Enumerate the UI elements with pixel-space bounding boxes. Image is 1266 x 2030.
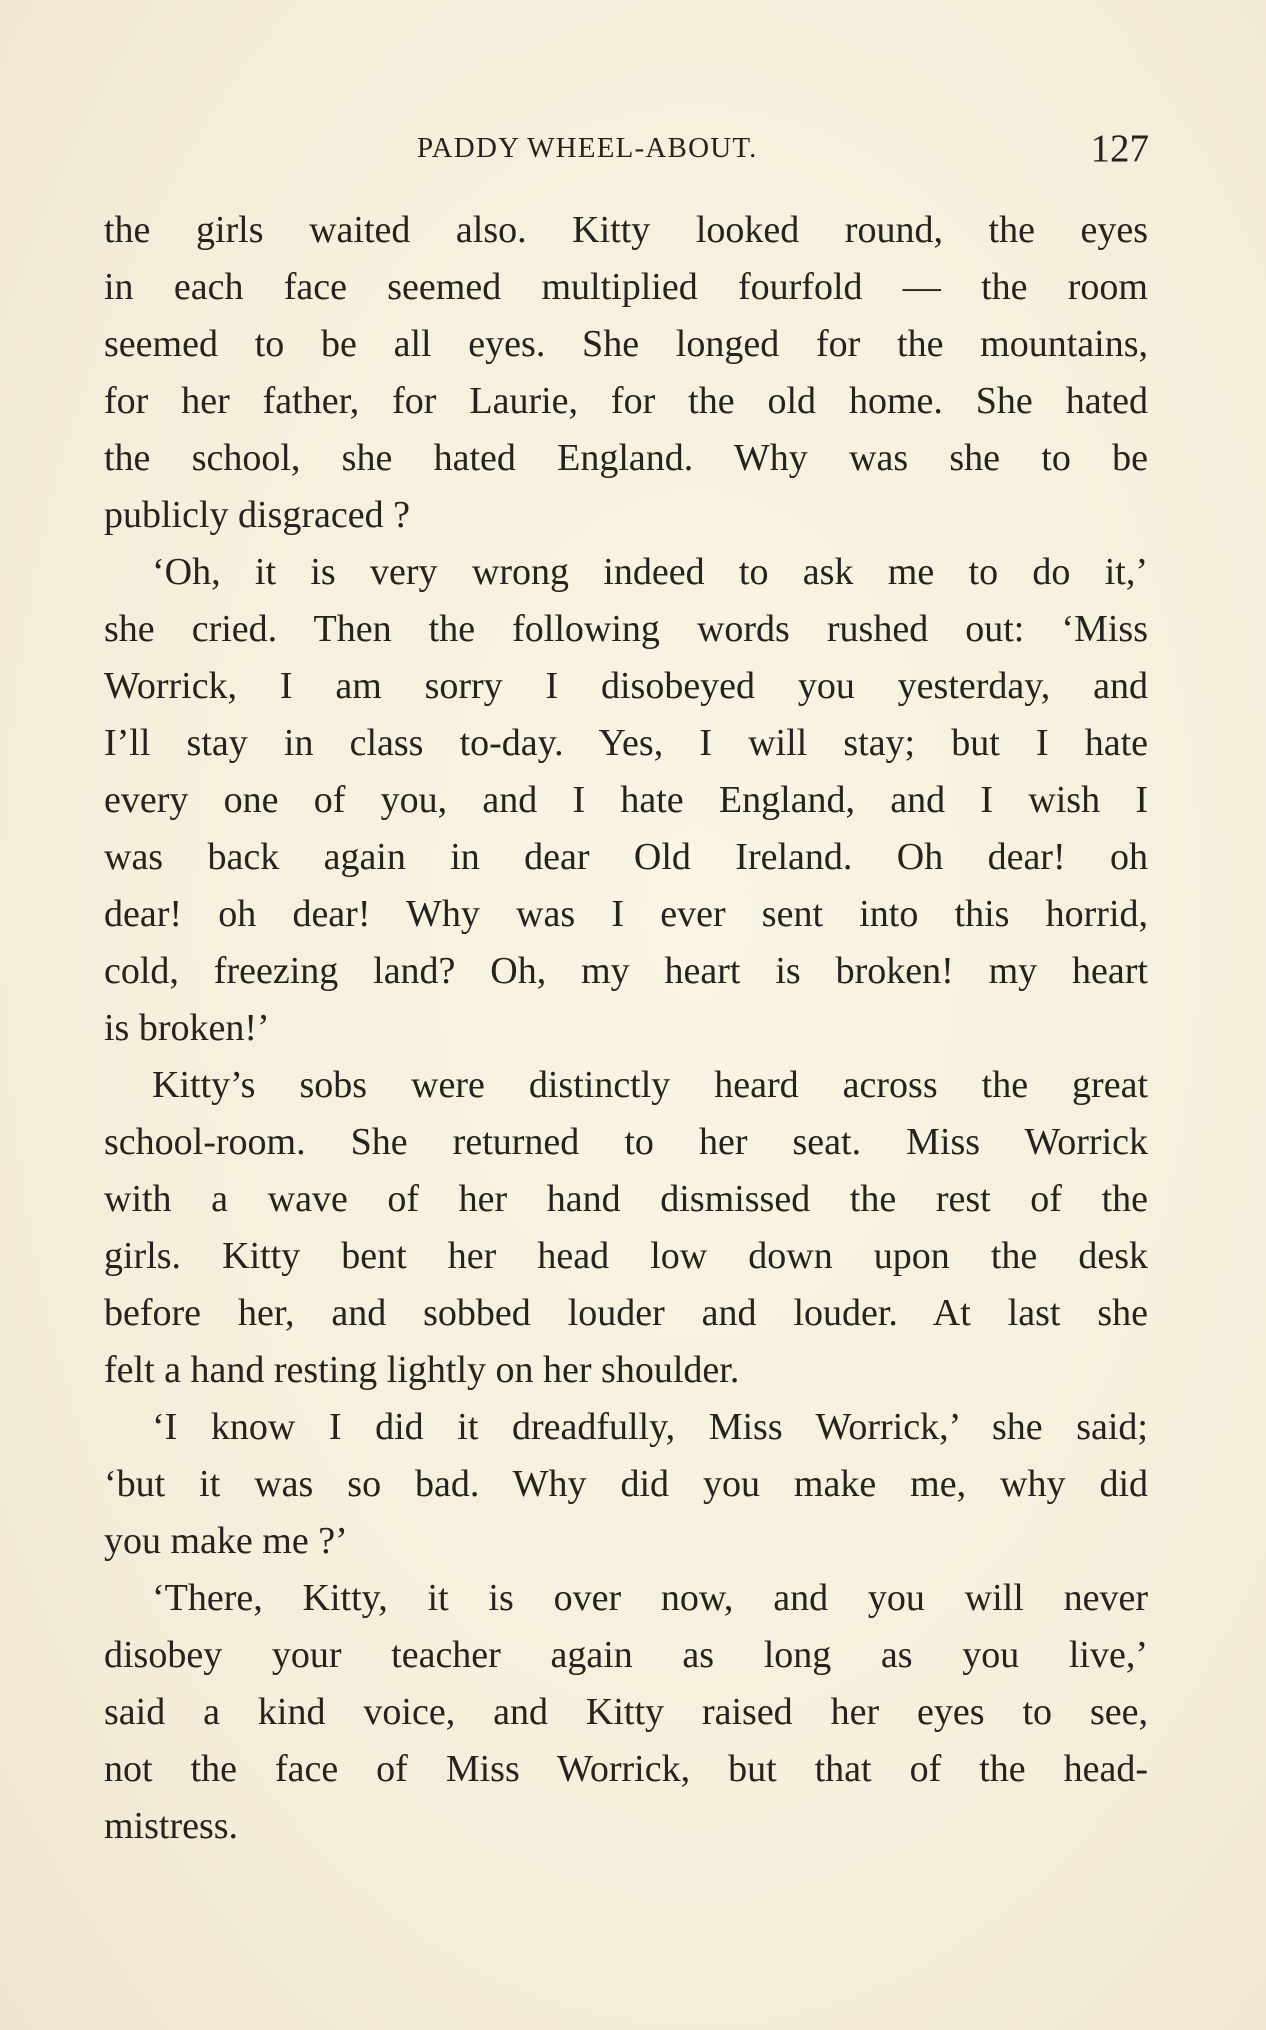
text-line: with a wave of her hand dismissed the rest of the [104,1178,1148,1220]
text-line: every one of you, and I hate England, and I wish I [104,779,1148,821]
text-line: she cried. Then the following words rushed out: ‘Miss [104,608,1148,650]
text-line: cold, freezing land? Oh, my heart is broken! my heart [104,950,1148,992]
text-line: Worrick, I am sorry I disobeyed you yesterday, and [104,665,1148,707]
text-line: publicly disgraced ? [104,494,411,536]
text-line: ‘I know I did it dreadfully, Miss Worrick,’ she said; [152,1406,1148,1448]
text-line: in each face seemed multiplied fourfold — the room [104,266,1148,308]
text-line: seemed to be all eyes. She longed for the mountains, [104,323,1148,365]
page-number: 127 [1090,127,1149,170]
text-line: ‘but it was so bad. Why did you make me, why did [104,1463,1148,1505]
text-line: ‘There, Kitty, it is over now, and you will never [152,1577,1148,1619]
running-title: PADDY WHEEL-ABOUT. [417,132,758,164]
text-line: not the face of Miss Worrick, but that of the head- [104,1748,1148,1790]
body-text [104,202,1148,1855]
text-line: I’ll stay in class to-day. Yes, I will stay; but I hate [104,722,1148,764]
text-line: Kitty’s sobs were distinctly heard across the great [152,1064,1148,1106]
text-line: is broken!’ [104,1007,270,1049]
running-head [0,128,1266,176]
text-line: mistress. [104,1805,239,1847]
text-line: before her, and sobbed louder and louder. At last she [104,1292,1148,1334]
text-line: the girls waited also. Kitty looked round, the eyes [104,209,1148,251]
text-line: said a kind voice, and Kitty raised her eyes to see, [104,1691,1148,1733]
text-line: school-room. She returned to her seat. Miss Worrick [104,1121,1148,1163]
text-line: girls. Kitty bent her head low down upon the desk [104,1235,1148,1277]
text-line: ‘Oh, it is very wrong indeed to ask me to do it,’ [152,551,1148,593]
text-line: dear! oh dear! Why was I ever sent into this horrid, [104,893,1148,935]
text-line: was back again in dear Old Ireland. Oh dear! oh [104,836,1148,878]
text-line: for her father, for Laurie, for the old home. She hated [104,380,1148,422]
text-line: the school, she hated England. Why was she to be [104,437,1148,479]
text-line: you make me ?’ [104,1520,348,1562]
text-line: disobey your teacher again as long as you live,’ [104,1634,1148,1676]
text-line: felt a hand resting lightly on her shoulder. [104,1349,740,1391]
